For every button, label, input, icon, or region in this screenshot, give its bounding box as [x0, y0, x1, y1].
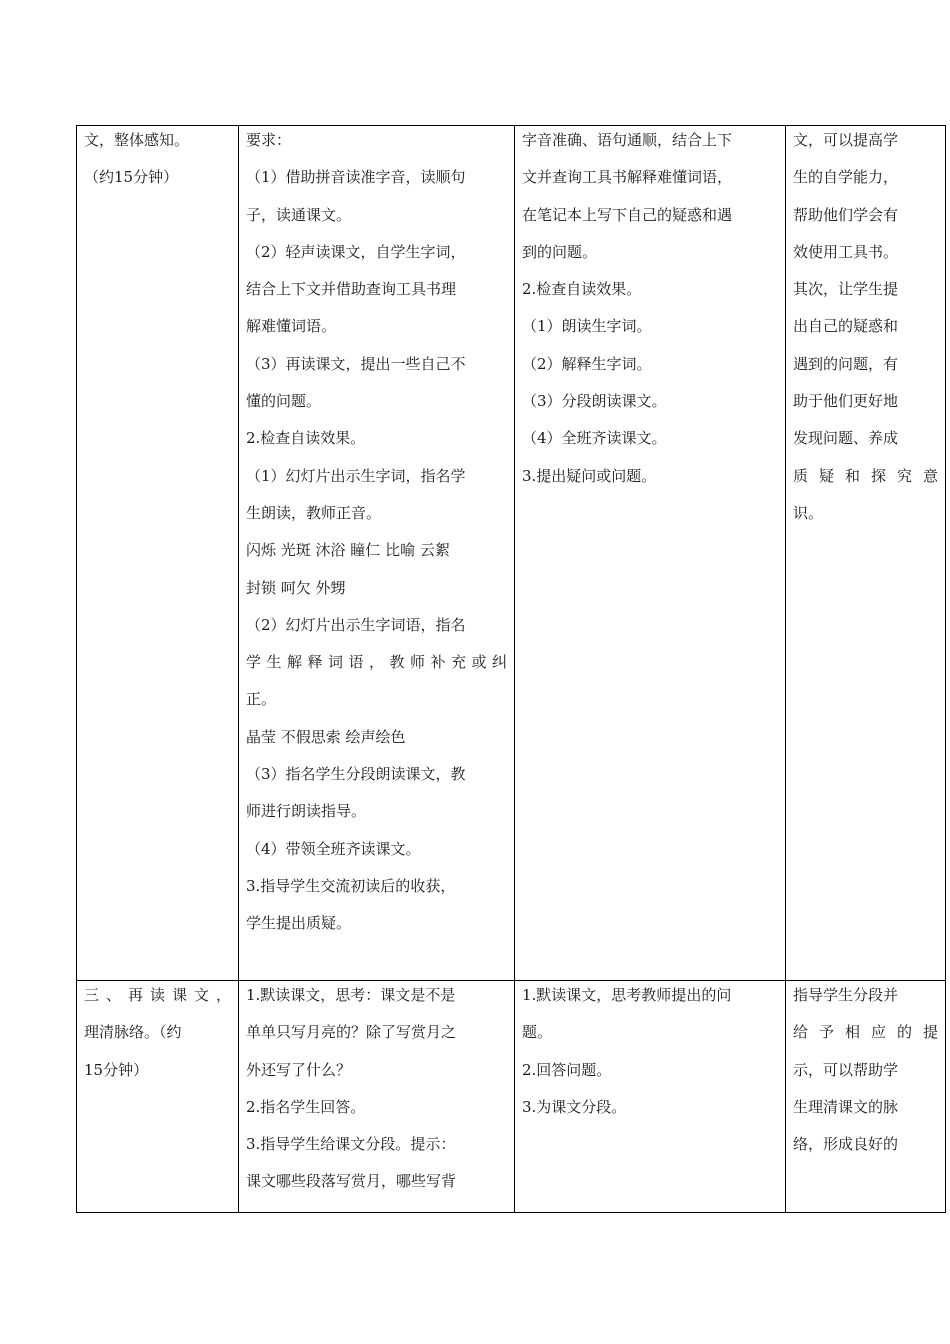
- cell-line: 晶莹 不假思索 绘声绘色: [246, 727, 406, 746]
- cell-line: （3）再读课文，提出一些自己不: [246, 354, 466, 373]
- cell-line: （3）指名学生分段朗读课文，教: [246, 765, 466, 784]
- cell-line: （3）分段朗读课文。: [522, 392, 667, 411]
- cell-line: 3.为课文分段。: [522, 1097, 627, 1116]
- cell-line: 师进行朗读指导。: [246, 802, 367, 821]
- design-intent-cell: [786, 126, 946, 981]
- table-row: [77, 126, 946, 981]
- cell-line: 懂的问题。: [246, 392, 322, 411]
- cell-line: 识。: [793, 503, 824, 522]
- student-activity-cell: [515, 126, 786, 981]
- cell-line: （4）带领全班齐读课文。: [246, 839, 421, 858]
- cell-line: 生理清课文的脉: [793, 1097, 899, 1116]
- cell-line: 文，整体感知。: [84, 131, 190, 149]
- cell-line: 3.指导学生交流初读后的收获，: [246, 876, 456, 895]
- cell-line: （约15分钟）: [84, 168, 179, 187]
- cell-line: 子，读通课文。: [246, 205, 352, 224]
- cell-line: 题。: [522, 1023, 553, 1042]
- cell-line: 15分钟）: [84, 1060, 149, 1079]
- cell-line: 1.默读课文，思考教师提出的问: [522, 986, 732, 1004]
- lesson-plan-table: [76, 125, 946, 1213]
- cell-line: 字音准确、语句通顺，结合上下: [522, 131, 733, 149]
- table-row: [77, 981, 946, 1213]
- cell-line: 给予相应的提: [793, 1023, 938, 1042]
- cell-line: 闪烁 光斑 沐浴 瞳仁 比喻 云絮: [246, 541, 450, 560]
- cell-line: 其次，让学生提: [793, 280, 899, 299]
- student-activity-cell: [515, 981, 786, 1213]
- cell-line: 示，可以帮助学: [793, 1060, 899, 1079]
- cell-line: 在笔记本上写下自己的疑惑和遇: [522, 205, 733, 224]
- cell-line: 生朗读，教师正音。: [246, 503, 382, 522]
- cell-line: 生的自学能力，: [793, 168, 899, 187]
- cell-line: 指导学生分段并: [793, 986, 899, 1004]
- cell-line: 文，可以提高学: [793, 131, 899, 149]
- cell-line: 学生解释词语，教师补充或纠: [246, 653, 507, 672]
- step-cell: [77, 126, 239, 981]
- cell-line: 正。: [246, 690, 277, 709]
- cell-line: 封锁 呵欠 外甥: [246, 578, 346, 597]
- cell-line: 课文哪些段落写赏月，哪些写背: [246, 1172, 457, 1191]
- cell-line: 理清脉络。（约: [84, 1023, 182, 1042]
- cell-line: 文并查询工具书解释难懂词语，: [522, 168, 733, 187]
- design-intent-cell: [786, 981, 946, 1213]
- cell-line: 发现问题、养成: [793, 429, 899, 448]
- cell-line: （1）幻灯片出示生字词，指名学: [246, 466, 466, 485]
- cell-line: 2.指名学生回答。: [246, 1097, 366, 1116]
- cell-line: 3.指导学生给课文分段。提示：: [246, 1135, 456, 1154]
- cell-line: 到的问题。: [522, 242, 598, 261]
- cell-line: 结合上下文并借助查询工具书理: [246, 280, 457, 299]
- teacher-activity-cell: [239, 126, 515, 981]
- cell-line: 外还写了什么？: [246, 1060, 352, 1079]
- cell-line: 质疑和探究意: [793, 466, 938, 485]
- cell-line: 2.检查自读效果。: [246, 429, 366, 448]
- cell-line: 2.检查自读效果。: [522, 280, 642, 299]
- teacher-activity-cell: [239, 981, 515, 1213]
- cell-line: （1）朗读生字词。: [522, 317, 652, 336]
- cell-line: （2）幻灯片出示生字词语，指名: [246, 615, 466, 634]
- cell-line: 单单只写月亮的？除了写赏月之: [246, 1023, 457, 1042]
- cell-line: 要求：: [246, 131, 292, 149]
- cell-line: 3.提出疑问或问题。: [522, 466, 657, 485]
- cell-line: 助于他们更好地: [793, 392, 899, 411]
- cell-line: （2）轻声读课文，自学生字词，: [246, 242, 466, 261]
- cell-line: 解难懂词语。: [246, 317, 337, 336]
- cell-line: 2.回答问题。: [522, 1060, 612, 1079]
- cell-line: 帮助他们学会有: [793, 205, 899, 224]
- cell-line: （1）借助拼音读准字音，读顺句: [246, 168, 466, 187]
- cell-line: （4）全班齐读课文。: [522, 429, 667, 448]
- cell-line: 效使用工具书。: [793, 242, 899, 261]
- cell-line: （2）解释生字词。: [522, 354, 652, 373]
- cell-line: 1.默读课文，思考：课文是不是: [246, 986, 456, 1004]
- step-cell: [77, 981, 239, 1213]
- cell-line: 出自己的疑惑和: [793, 317, 899, 336]
- cell-line: 三、再读课文，: [84, 986, 231, 1004]
- cell-line: 学生提出质疑。: [246, 914, 352, 933]
- cell-line: 络，形成良好的: [793, 1135, 899, 1154]
- cell-line: 遇到的问题，有: [793, 354, 899, 373]
